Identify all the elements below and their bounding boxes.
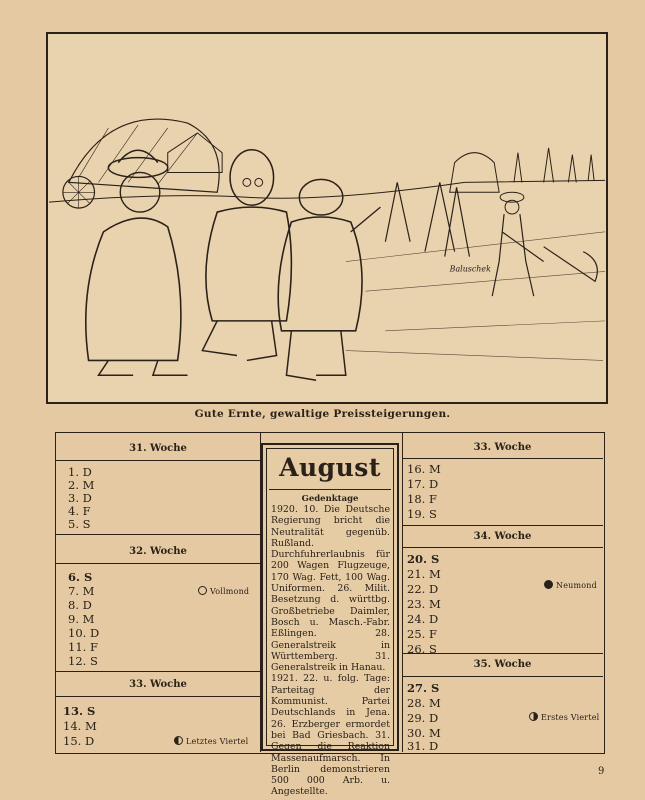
calendar-divider-right <box>402 433 403 752</box>
gedenktage-1920: 1920. 10. Die Deutsche Regierung bricht die Neutralität gegenüb. Rußland. Durchfuhrerlaubnis für 200 Wagen Flugzeuge, 170 Wag. Fett, 100 Wag. Uniformen. 26. Milit. Besetzung d. württbg. Großbetriebe Daimler, Bosch u. Masch.-Fabr. Eßlingen. 28. Generalstreik in Württemberg. 31. Generalstreik in Hanau. <box>271 504 390 674</box>
week-33-right-rule <box>402 458 603 459</box>
full-moon-text: Vollmond <box>210 587 250 596</box>
week-32-top-rule <box>56 534 260 535</box>
day-21: 21. M <box>407 567 441 581</box>
day-3: 3. D <box>68 491 92 505</box>
full-moon-icon <box>198 586 207 595</box>
first-quarter-text: Erstes Viertel <box>541 713 600 722</box>
gedenktage-1921: 1921. 22. u. folg. Tage: Parteitag der Kommunist. Partei Deutschlands in Jena. 26. Erzberger ermordet bei Bad Griesbach. 31. Gegen die Reaktion Massenaufmarsch. In Berlin demonstrieren 500 000 Arb. u. Angestellte. <box>271 673 390 798</box>
day-24: 24. D <box>407 612 439 626</box>
page-number: 9 <box>598 766 605 777</box>
week-31-header: 31. Woche <box>129 443 187 454</box>
day-5: 5. S <box>68 517 91 531</box>
day-9: 9. M <box>68 612 95 626</box>
day-15: 15. D <box>63 734 95 748</box>
day-29: 29. D <box>407 711 439 725</box>
day-18: 18. F <box>407 492 437 506</box>
month-rule <box>269 489 391 490</box>
first-quarter-label <box>529 712 599 722</box>
week-33-right-header: 33. Woche <box>473 442 532 453</box>
day-14: 14. M <box>63 719 97 733</box>
gedenktage-text <box>271 504 390 798</box>
week-35-top-rule <box>402 653 603 654</box>
day-12: 12. S <box>68 654 98 668</box>
day-1: 1. D <box>68 465 92 479</box>
day-17: 17. D <box>407 477 439 491</box>
day-16: 16. M <box>407 462 441 476</box>
day-7: 7. M <box>68 584 95 598</box>
day-20: 20. S <box>407 552 440 566</box>
last-quarter-icon <box>174 736 183 745</box>
day-27: 27. S <box>407 681 440 695</box>
last-quarter-text: Letztes Viertel <box>186 737 249 746</box>
week-33-left-header: 33. Woche <box>129 679 187 690</box>
week-33-left-rule <box>56 696 260 697</box>
day-2: 2. M <box>68 478 95 492</box>
illustration-caption: Gute Ernte, gewaltige Preissteigerungen. <box>194 408 451 420</box>
day-11: 11. F <box>68 640 98 654</box>
week-34-header: 34. Woche <box>473 531 532 542</box>
month-box-inner <box>266 448 394 798</box>
week-31-rule <box>56 460 260 461</box>
week-33-left-top-rule <box>56 671 260 672</box>
last-quarter-label <box>174 736 248 746</box>
day-23: 23. M <box>407 597 441 611</box>
week-34-rule <box>402 547 603 548</box>
day-28: 28. M <box>407 696 441 710</box>
week-32-header: 32. Woche <box>129 546 187 557</box>
day-13: 13. S <box>63 704 96 718</box>
full-moon-label <box>198 586 249 596</box>
day-4: 4. F <box>68 504 91 518</box>
week-32-rule <box>56 563 260 564</box>
week-35-rule <box>402 676 603 677</box>
day-25: 25. F <box>407 627 437 641</box>
day-10: 10. D <box>68 626 100 640</box>
day-30: 30. M <box>407 726 441 740</box>
day-31: 31. D <box>407 739 439 753</box>
day-8: 8. D <box>68 598 92 612</box>
new-moon-icon <box>544 580 553 589</box>
week-35-header: 35. Woche <box>473 659 532 670</box>
gedenktage-heading: Gedenktage <box>301 494 359 504</box>
harvest-illustration <box>46 32 608 404</box>
day-22: 22. D <box>407 582 439 596</box>
new-moon-label <box>544 580 597 590</box>
month-title: August <box>279 453 381 482</box>
svg-text:Baluschek: Baluschek <box>449 264 491 274</box>
new-moon-text: Neumond <box>556 581 597 590</box>
week-34-top-rule <box>402 525 603 526</box>
day-6: 6. S <box>68 570 93 584</box>
day-26: 26. S <box>407 642 437 656</box>
day-19: 19. S <box>407 507 437 521</box>
harvest-cartoon-drawing <box>48 34 606 402</box>
month-box <box>261 443 399 798</box>
first-quarter-icon <box>529 712 538 721</box>
